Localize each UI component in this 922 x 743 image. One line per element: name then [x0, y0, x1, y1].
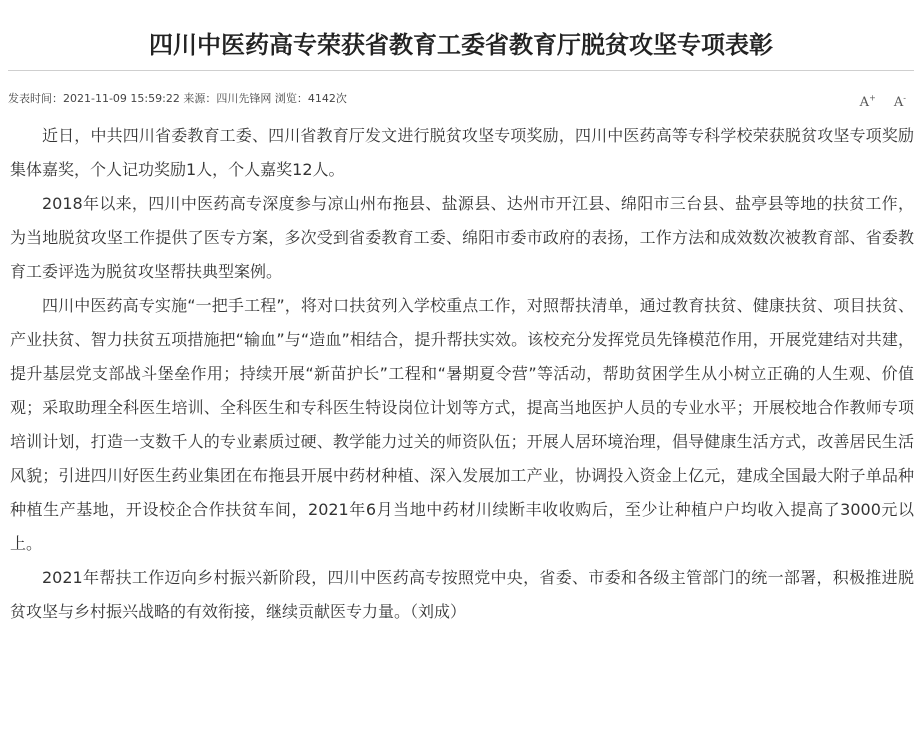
article-meta-info: 发表时间：2021-11-09 15:59:22 来源：四川先锋网 浏览：4142次: [8, 92, 347, 105]
font-decrease-label: A: [893, 95, 904, 111]
article-paragraph: 2021年帮扶工作迈向乡村振兴新阶段，四川中医药高专按照党中央，省委、市委和各级主管部门的统一部署，积极推进脱贫攻坚与乡村振兴战略的有效衔接，继续贡献医专力量。（刘成）: [10, 568, 914, 621]
article-body: [8, 119, 914, 629]
article-meta-bar: [8, 71, 914, 119]
article-paragraph: 2018年以来，四川中医药高专深度参与凉山州布拖县、盐源县、达州市开江县、绵阳市三台县、盐亭县等地的扶贫工作，为当地脱贫攻坚工作提供了医专方案，多次受到省委教育工委、绵阳市委市政府的表扬，工作方法和成效数次被教育部、省委教育工委评选为脱贫攻坚帮扶典型案例。: [10, 194, 914, 281]
article-paragraph: 四川中医药高专实施“一把手工程”，将对口扶贫列入学校重点工作，对照帮扶清单，通过教育扶贫、健康扶贫、项目扶贫、产业扶贫、智力扶贫五项措施把“输血”与“造血”相结合，提升帮扶实效。该校充分发挥党员先锋模范作用，开展党建结对共建，提升基层党支部战斗堡垒作用；持续开展“新苗护长”工程和“暑期夏令营”等活动，帮助贫困学生从小树立正确的人生观、价值观；采取助理全科医生培训、全科医生和专科医生特设岗位计划等方式，提高当地医护人员的专业水平；开展校地合作教师专项培训计划，打造一支数千人的专业素质过硬、教学能力过关的师资队伍；开展人居环境治理，倡导健康生活方式，改善居民生活风貌；引进四川好医生药业集团在布拖县开展中药材种植、深入发展加工产业，协调投入资金上亿元，建成全国最大附子单品种种植生产基地，开设校企合作扶贫车间，2021年6月当地中药材川续断丰收收购后，至少让种植户户均收入提高了3000元以上。: [10, 296, 914, 553]
article-title: 四川中医药高专荣获省教育工委省教育厅脱贫攻坚专项表彰: [149, 31, 773, 59]
font-decrease-button[interactable]: [894, 95, 906, 110]
plus-icon: +: [869, 94, 876, 103]
font-increase-button[interactable]: [860, 95, 876, 110]
font-increase-label: A: [859, 95, 870, 111]
article-paragraph: 近日，中共四川省委教育工委、四川省教育厅发文进行脱贫攻坚专项奖励，四川中医药高等专科学校荣获脱贫攻坚专项奖励集体嘉奖，个人记功奖励1人，个人嘉奖12人。: [10, 126, 914, 179]
font-size-controls: [846, 75, 906, 127]
minus-icon: -: [903, 94, 906, 103]
